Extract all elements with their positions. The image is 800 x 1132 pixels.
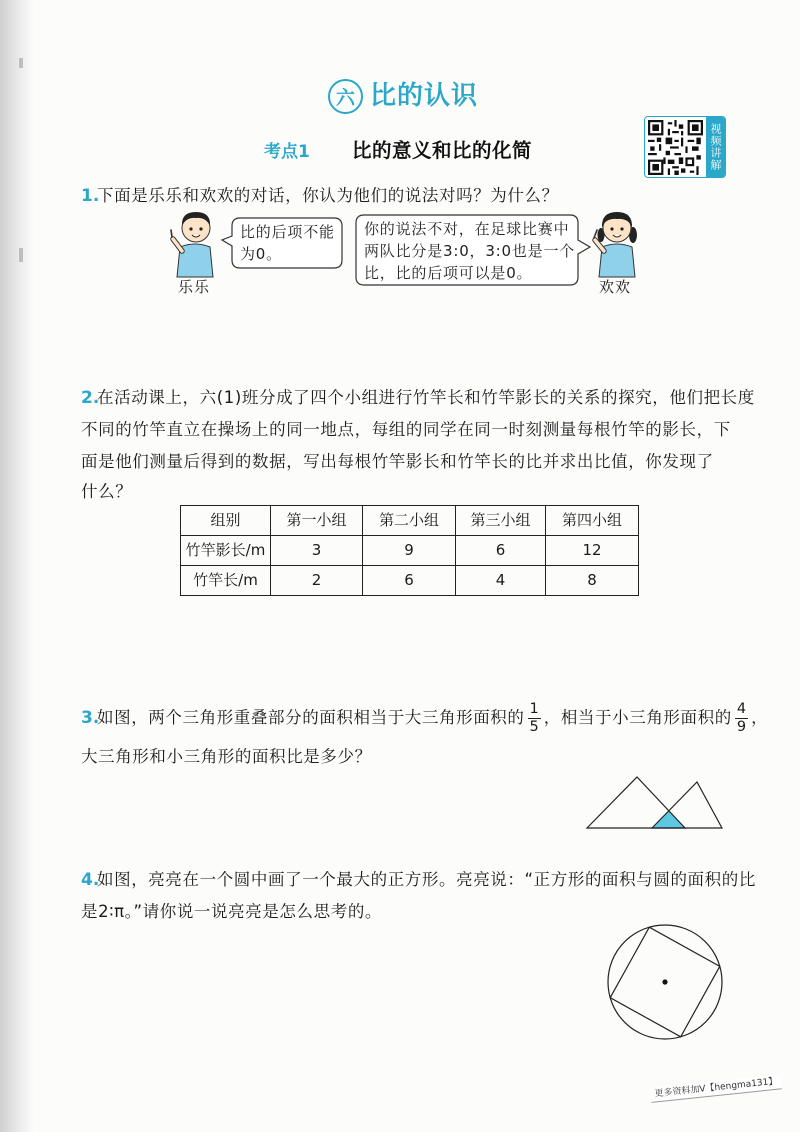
table-cell: 6	[456, 536, 546, 566]
table-header-row	[181, 506, 639, 536]
circle-square-diagram	[603, 920, 727, 1044]
question-1-text: 下面是乐乐和欢欢的对话，你认为他们的说法对吗？为什么？	[97, 186, 559, 205]
question-4-line	[81, 865, 756, 895]
table-header-cell: 第二小组	[363, 506, 456, 536]
question-3-text: 如图，两个三角形重叠部分的面积相当于大三角形面积的	[97, 708, 525, 727]
triangle-overlap-region	[652, 811, 685, 828]
table-cell: 4	[456, 566, 546, 596]
qr-video-label: 视频讲解	[706, 117, 725, 177]
table-header-cell: 第四小组	[546, 506, 639, 536]
table-row	[181, 536, 639, 566]
watermark: 更多资料加V【hengma131】	[650, 1074, 782, 1103]
qr-code-icon	[648, 120, 703, 175]
speaker-name-lele: 乐乐	[178, 278, 211, 296]
question-3-text: ，相当于小三角形面积的	[543, 708, 732, 727]
table-cell: 12	[546, 536, 639, 566]
table-header-cell: 第一小组	[271, 506, 363, 536]
table-header-cell: 组别	[181, 506, 271, 536]
boy-character-icon	[166, 206, 222, 278]
fraction-denominator: 5	[529, 718, 539, 735]
table-cell: 6	[363, 566, 456, 596]
speech-text-right	[364, 218, 575, 284]
chapter-title: 比的认识	[370, 81, 479, 111]
chapter-number: 六	[335, 87, 355, 109]
question-2-line: 面是他们测量后得到的数据，写出每根竹竿影长和竹竿长的比并求出比值，你发现了	[81, 452, 714, 471]
scan-shadow	[0, 0, 34, 1132]
question-4-text: 如图，亮亮在一个圆中画了一个最大的正方形。亮亮说：“正方形的面积与圆的面积的比	[97, 870, 756, 889]
question-3-line	[81, 700, 768, 736]
fraction-denominator: 9	[736, 718, 747, 735]
question-2-line	[81, 383, 755, 413]
table-cell: 8	[546, 566, 639, 596]
question-number: 1.	[81, 186, 100, 206]
question-3-line: 大三角形和小三角形的面积比是多少？	[81, 747, 372, 766]
question-2-line: 什么？	[81, 482, 133, 501]
section-label: 考点1	[264, 142, 310, 162]
scan-mark	[19, 248, 23, 262]
speech-line: 两队比分是3:0，3:0也是一个	[364, 242, 576, 260]
overlapping-triangles-diagram	[580, 770, 728, 832]
question-number: 3.	[81, 708, 100, 728]
question-1-line	[81, 181, 559, 211]
table-row	[181, 566, 639, 596]
speech-line: 比，比的后项可以是0。	[364, 264, 533, 282]
question-4-line: 是2∶π。”请你说一说亮亮是怎么思考的。	[81, 902, 383, 921]
fraction-big-triangle	[528, 702, 541, 735]
question-number: 2.	[81, 388, 100, 408]
scan-mark	[19, 58, 23, 68]
chapter-number-badge	[328, 79, 363, 114]
girl-character-icon	[586, 204, 646, 278]
fraction-small-triangle	[735, 702, 748, 735]
table-row-label: 竹竿长/m	[181, 566, 271, 596]
question-2-line: 不同的竹竿直立在操场上的同一地点，每组的同学在同一时刻测量每根竹竿的影长，下	[81, 420, 731, 439]
bamboo-measurement-table	[180, 505, 639, 596]
fraction-numerator: 4	[736, 700, 747, 717]
table-cell: 2	[271, 566, 363, 596]
question-2-text: 在活动课上，六(1)班分成了四个小组进行竹竿长和竹竿影长的关系的探究，他们把长度	[97, 388, 755, 407]
table-cell: 3	[271, 536, 363, 566]
circle-center-point	[662, 979, 667, 984]
question-3-text: ，	[751, 708, 769, 727]
speech-line: 为0。	[240, 245, 282, 263]
table-row-label: 竹竿影长/m	[181, 536, 271, 566]
speech-line: 比的后项不能	[240, 223, 335, 241]
section-title: 比的意义和比的化简	[352, 139, 533, 162]
fraction-numerator: 1	[529, 700, 539, 717]
speech-text-left	[240, 221, 335, 265]
speaker-name-huanhuan: 欢欢	[599, 278, 632, 296]
table-header-cell: 第三小组	[456, 506, 546, 536]
question-number: 4.	[81, 870, 100, 890]
table-cell: 9	[363, 536, 456, 566]
speech-line: 你的说法不对，在足球比赛中	[364, 220, 570, 238]
